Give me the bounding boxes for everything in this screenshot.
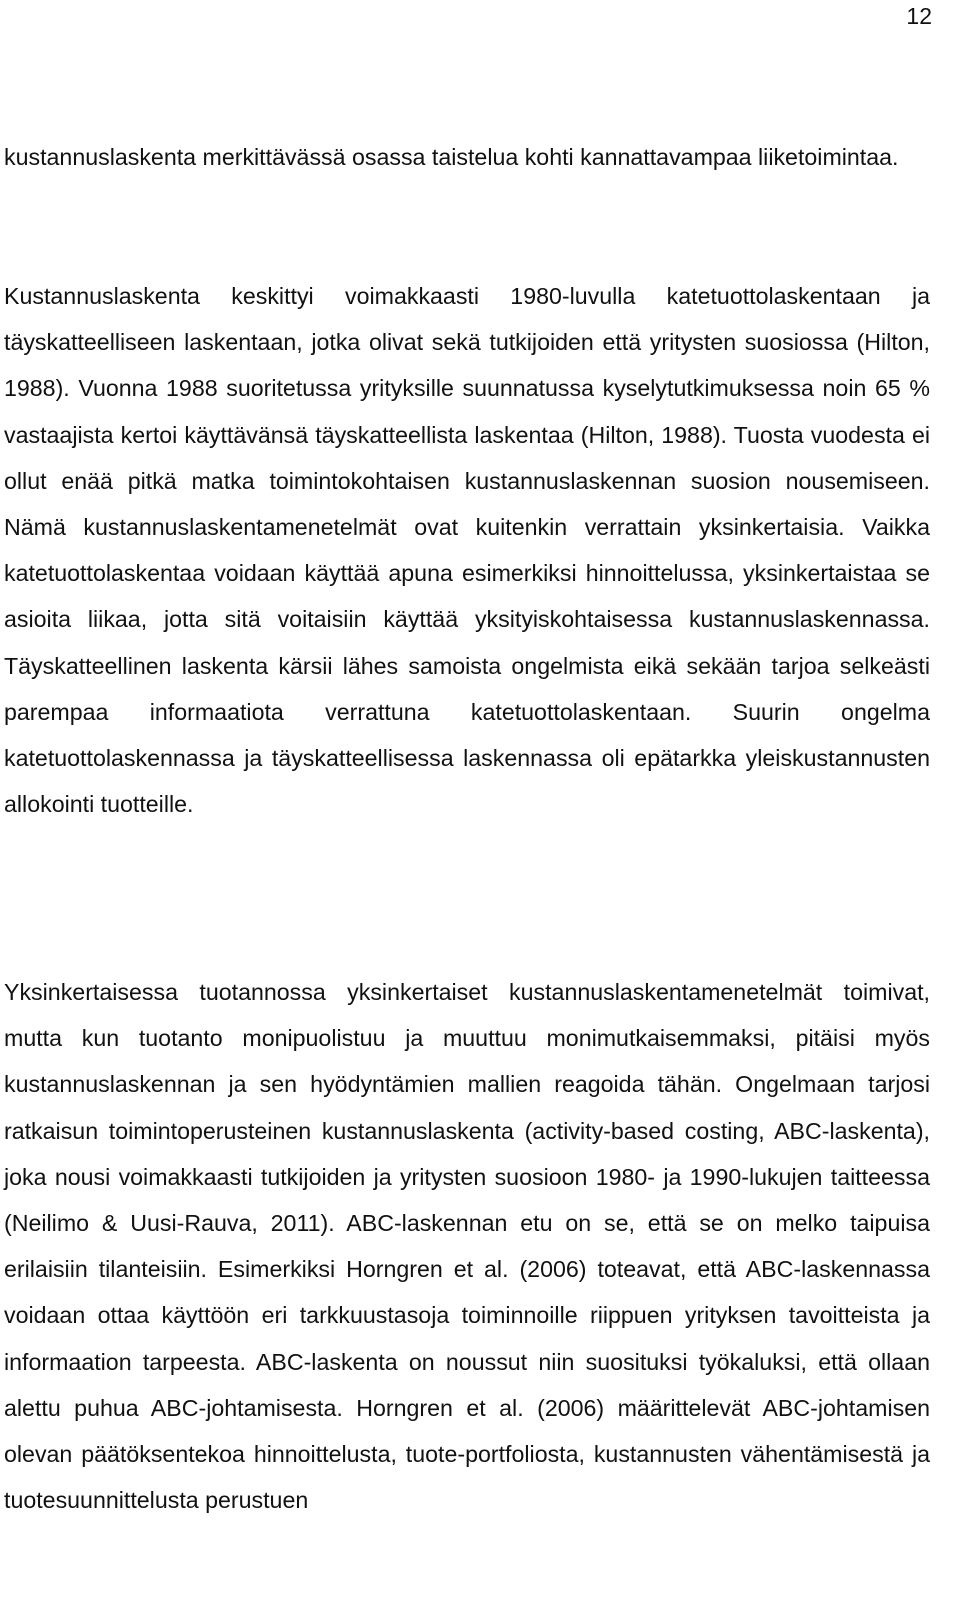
page-number: 12 xyxy=(906,3,932,29)
body-paragraph-3: Yksinkertaisessa tuotannossa yksinkertaiset kustannuslaskentamenetelmät toimivat, mutta kun tuotanto monipuolistuu ja muuttuu monimutkaisemmaksi, pitäisi myös kustannuslaskennan ja sen hyödyntämien mallien reagoida tähän. Ongelmaan tarjosi ratkaisun toimintoperusteinen kustannuslaskenta (activity-based costing, ABC-laskenta), joka nousi voimakkaasti tutkijoiden ja yritysten suosioon 1980- ja 1990-lukujen taitteessa (Neilimo & Uusi-Rauva, 2011). ABC-laskennan etu on se, että se on melko taipuisa erilaisiin tilanteisiin. Esimerkiksi Horngren et al. (2006) toteavat, että ABC-laskennassa voidaan ottaa käyttöön eri tarkkuustasoja toiminnoille riippuen yrityksen tavoitteista ja informaation tarpeesta. ABC-laskenta on noussut niin suosituksi työkaluksi, että ollaan alettu puhua ABC-johtamisesta. Horngren et al. (2006) määrittelevät ABC-johtamisen olevan päätöksentekoa hinnoittelusta, tuote-portfoliosta, kustannusten vähentämisestä ja tuotesuunnittelusta perustuen xyxy=(4,979,930,1514)
body-paragraph-2: Kustannuslaskenta keskittyi voimakkaasti 1980-luvulla katetuottolaskentaan ja täyskatteelliseen laskentaan, jotka olivat sekä tutkijoiden että yritysten suosiossa (Hilton, 1988). Vuonna 1988 suoritetussa yrityksille suunnatussa kyselytutkimuksessa noin 65 % vastaajista kertoi käyttävänsä täyskatteellista laskentaa (Hilton, 1988). Tuosta vuodesta ei ollut enää pitkä matka toimintokohtaisen kustannuslaskennan suosion nousemiseen. Nämä kustannuslaskentamenetelmät ovat kuitenkin verrattain yksinkertaisia. Vaikka katetuottolaskentaa voidaan käyttää apuna esimerkiksi hinnoittelussa, yksinkertaistaa se asioita liikaa, jotta sitä voitaisiin käyttää yksityiskohtaisessa kustannuslaskennassa. Täyskatteellinen laskenta kärsii lähes samoista ongelmista eikä sekään tarjoa selkeästi parempaa informaatiota verrattuna katetuottolaskentaan. Suurin ongelma katetuottolaskennassa ja täyskatteellisessa laskennassa oli epätarkka yleiskustannusten allokointi tuotteille. xyxy=(4,283,930,818)
body-paragraph-1: kustannuslaskenta merkittävässä osassa taistelua kohti kannattavampaa liiketoimintaa. xyxy=(4,144,899,170)
